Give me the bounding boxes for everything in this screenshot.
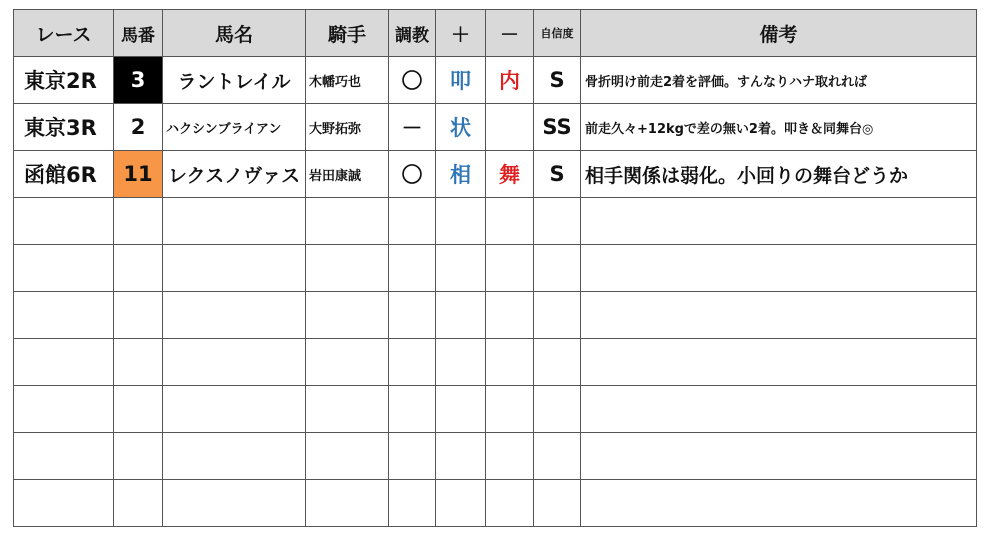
training-cell: － xyxy=(389,104,436,151)
remarks-cell: 相手関係は弱化。小回りの舞台どうか xyxy=(581,151,977,198)
header-jockey: 騎手 xyxy=(306,10,389,57)
empty-cell xyxy=(486,198,534,245)
header-minus: － xyxy=(486,10,534,57)
empty-cell xyxy=(486,433,534,480)
empty-row xyxy=(14,480,977,527)
training-cell: 〇 xyxy=(389,57,436,104)
empty-cell xyxy=(581,480,977,527)
empty-cell xyxy=(486,480,534,527)
empty-cell xyxy=(436,245,486,292)
empty-cell xyxy=(436,386,486,433)
confidence-cell: SS xyxy=(534,104,581,151)
empty-cell xyxy=(163,480,306,527)
horse-picks-table xyxy=(13,9,977,527)
empty-cell xyxy=(163,433,306,480)
header-horse: 馬名 xyxy=(163,10,306,57)
number-cell: 11 xyxy=(114,151,163,198)
empty-cell xyxy=(306,198,389,245)
empty-cell xyxy=(306,339,389,386)
empty-cell xyxy=(14,245,114,292)
header-row xyxy=(14,10,977,57)
empty-cell xyxy=(534,245,581,292)
empty-cell xyxy=(14,480,114,527)
empty-cell xyxy=(14,292,114,339)
header-confidence: 自信度 xyxy=(534,10,581,57)
empty-cell xyxy=(114,339,163,386)
empty-cell xyxy=(581,339,977,386)
header-race: レース xyxy=(14,10,114,57)
empty-cell xyxy=(389,245,436,292)
empty-cell xyxy=(436,480,486,527)
minus-cell: 内 xyxy=(486,57,534,104)
empty-cell xyxy=(114,433,163,480)
race-cell: 東京3R xyxy=(14,104,114,151)
empty-cell xyxy=(486,386,534,433)
empty-cell xyxy=(14,433,114,480)
empty-cell xyxy=(306,480,389,527)
empty-cell xyxy=(306,386,389,433)
empty-cell xyxy=(581,292,977,339)
empty-cell xyxy=(163,386,306,433)
number-cell: 2 xyxy=(114,104,163,151)
empty-cell xyxy=(581,386,977,433)
training-cell: 〇 xyxy=(389,151,436,198)
empty-cell xyxy=(534,386,581,433)
plus-cell: 状 xyxy=(436,104,486,151)
jockey-cell: 岩田康誠 xyxy=(306,151,389,198)
empty-row xyxy=(14,292,977,339)
empty-cell xyxy=(534,292,581,339)
empty-cell xyxy=(114,386,163,433)
empty-cell xyxy=(436,198,486,245)
empty-cell xyxy=(14,339,114,386)
empty-cell xyxy=(486,245,534,292)
jockey-cell: 大野拓弥 xyxy=(306,104,389,151)
empty-cell xyxy=(581,198,977,245)
header-remarks: 備考 xyxy=(581,10,977,57)
remarks-cell: 前走久々+12kgで差の無い2着。叩き＆同舞台◎ xyxy=(581,104,977,151)
empty-cell xyxy=(163,339,306,386)
empty-cell xyxy=(389,386,436,433)
empty-cell xyxy=(14,386,114,433)
empty-cell xyxy=(306,245,389,292)
empty-cell xyxy=(163,245,306,292)
empty-cell xyxy=(114,198,163,245)
empty-cell xyxy=(14,198,114,245)
empty-cell xyxy=(389,433,436,480)
empty-cell xyxy=(486,339,534,386)
empty-row xyxy=(14,339,977,386)
empty-cell xyxy=(306,433,389,480)
empty-cell xyxy=(163,292,306,339)
horse-cell: レクスノヴァス xyxy=(163,151,306,198)
horse-cell: ハクシンブライアン xyxy=(163,104,306,151)
empty-cell xyxy=(486,292,534,339)
minus-cell: 舞 xyxy=(486,151,534,198)
empty-cell xyxy=(534,480,581,527)
empty-cell xyxy=(389,198,436,245)
empty-cell xyxy=(436,433,486,480)
header-training: 調教 xyxy=(389,10,436,57)
minus-cell xyxy=(486,104,534,151)
race-cell: 函館6R xyxy=(14,151,114,198)
horse-cell: ラントレイル xyxy=(163,57,306,104)
jockey-cell: 木幡巧也 xyxy=(306,57,389,104)
table-row xyxy=(14,151,977,198)
empty-cell xyxy=(534,433,581,480)
empty-cell xyxy=(436,339,486,386)
header-plus: ＋ xyxy=(436,10,486,57)
empty-cell xyxy=(581,433,977,480)
race-cell: 東京2R xyxy=(14,57,114,104)
empty-cell xyxy=(436,292,486,339)
empty-row xyxy=(14,198,977,245)
empty-cell xyxy=(581,245,977,292)
empty-cell xyxy=(534,339,581,386)
empty-cell xyxy=(306,292,389,339)
empty-cell xyxy=(114,480,163,527)
empty-cell xyxy=(114,292,163,339)
table-row xyxy=(14,57,977,104)
empty-cell xyxy=(389,480,436,527)
table-row xyxy=(14,104,977,151)
plus-cell: 叩 xyxy=(436,57,486,104)
plus-cell: 相 xyxy=(436,151,486,198)
empty-row xyxy=(14,245,977,292)
number-cell: 3 xyxy=(114,57,163,104)
empty-row xyxy=(14,433,977,480)
header-number: 馬番 xyxy=(114,10,163,57)
confidence-cell: S xyxy=(534,57,581,104)
empty-cell xyxy=(114,245,163,292)
confidence-cell: S xyxy=(534,151,581,198)
empty-row xyxy=(14,386,977,433)
remarks-cell: 骨折明け前走2着を評価。すんなりハナ取れれば xyxy=(581,57,977,104)
empty-cell xyxy=(163,198,306,245)
empty-cell xyxy=(389,292,436,339)
empty-cell xyxy=(534,198,581,245)
empty-cell xyxy=(389,339,436,386)
